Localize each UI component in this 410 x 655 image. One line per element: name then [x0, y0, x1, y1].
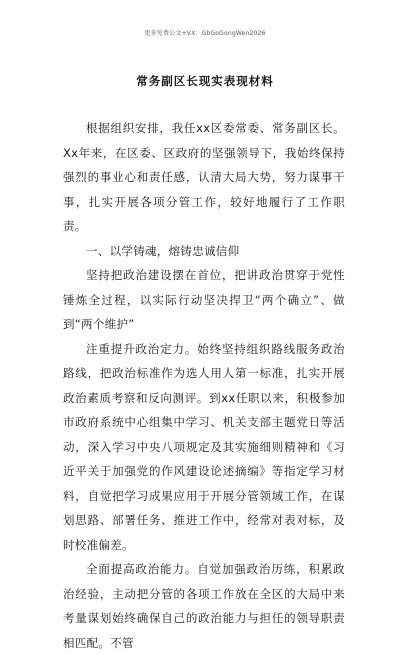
document-title: 常务副区长现实表现材料 — [136, 74, 274, 88]
paragraph-intro: 根据组织安排，我任xx区委常委、常务副区长。Xx年来，在区委、区政府的坚强领导下，我始终保持强烈的事业心和责任感，认清大局大势，努力谋事干事，扎实开展各项分管工作，较好地履行了工作职责。 — [63, 121, 345, 233]
paragraph-political-determination: 注重提升政治定力。始终坚持组织路线服务政治路线，把政治标准作为选人用人第一标准，扎实开展政治素质考察和反向测评。到xx任职以来，积极参加市政府系统中心组集中学习、机关支部主题党日等活动，深入学习中央八项规定及其实施细则精神和《习近平关于加强党的作风建设论述摘编》等指定学习材料，自觉把学习成果应用于开展分管领域工作，在谋划思路、部署任务、推进工作中，经常对表对标，及时校准偏差。 — [63, 341, 345, 552]
document-body — [63, 116, 345, 655]
header-note: 更多免费公文+VX：GbGoGongWen2026 — [144, 30, 266, 37]
paragraph-political-ability: 全面提高政治能力。自觉加强政治历练，积累政治经验，主动把分管的各项工作放在全区的大局中来考量谋划始终确保自己的政治能力与担任的领导职责相匹配。不管 — [63, 562, 345, 650]
section-heading: 一、以学铸魂，熔铸忠诚信仰 — [86, 243, 240, 258]
paragraph-political-building: 坚持把政治建设摆在首位，把讲政治贯穿于党性锤炼全过程，以实际行动坚决捍卫“两个确立”、做到“两个维护” — [63, 268, 345, 331]
